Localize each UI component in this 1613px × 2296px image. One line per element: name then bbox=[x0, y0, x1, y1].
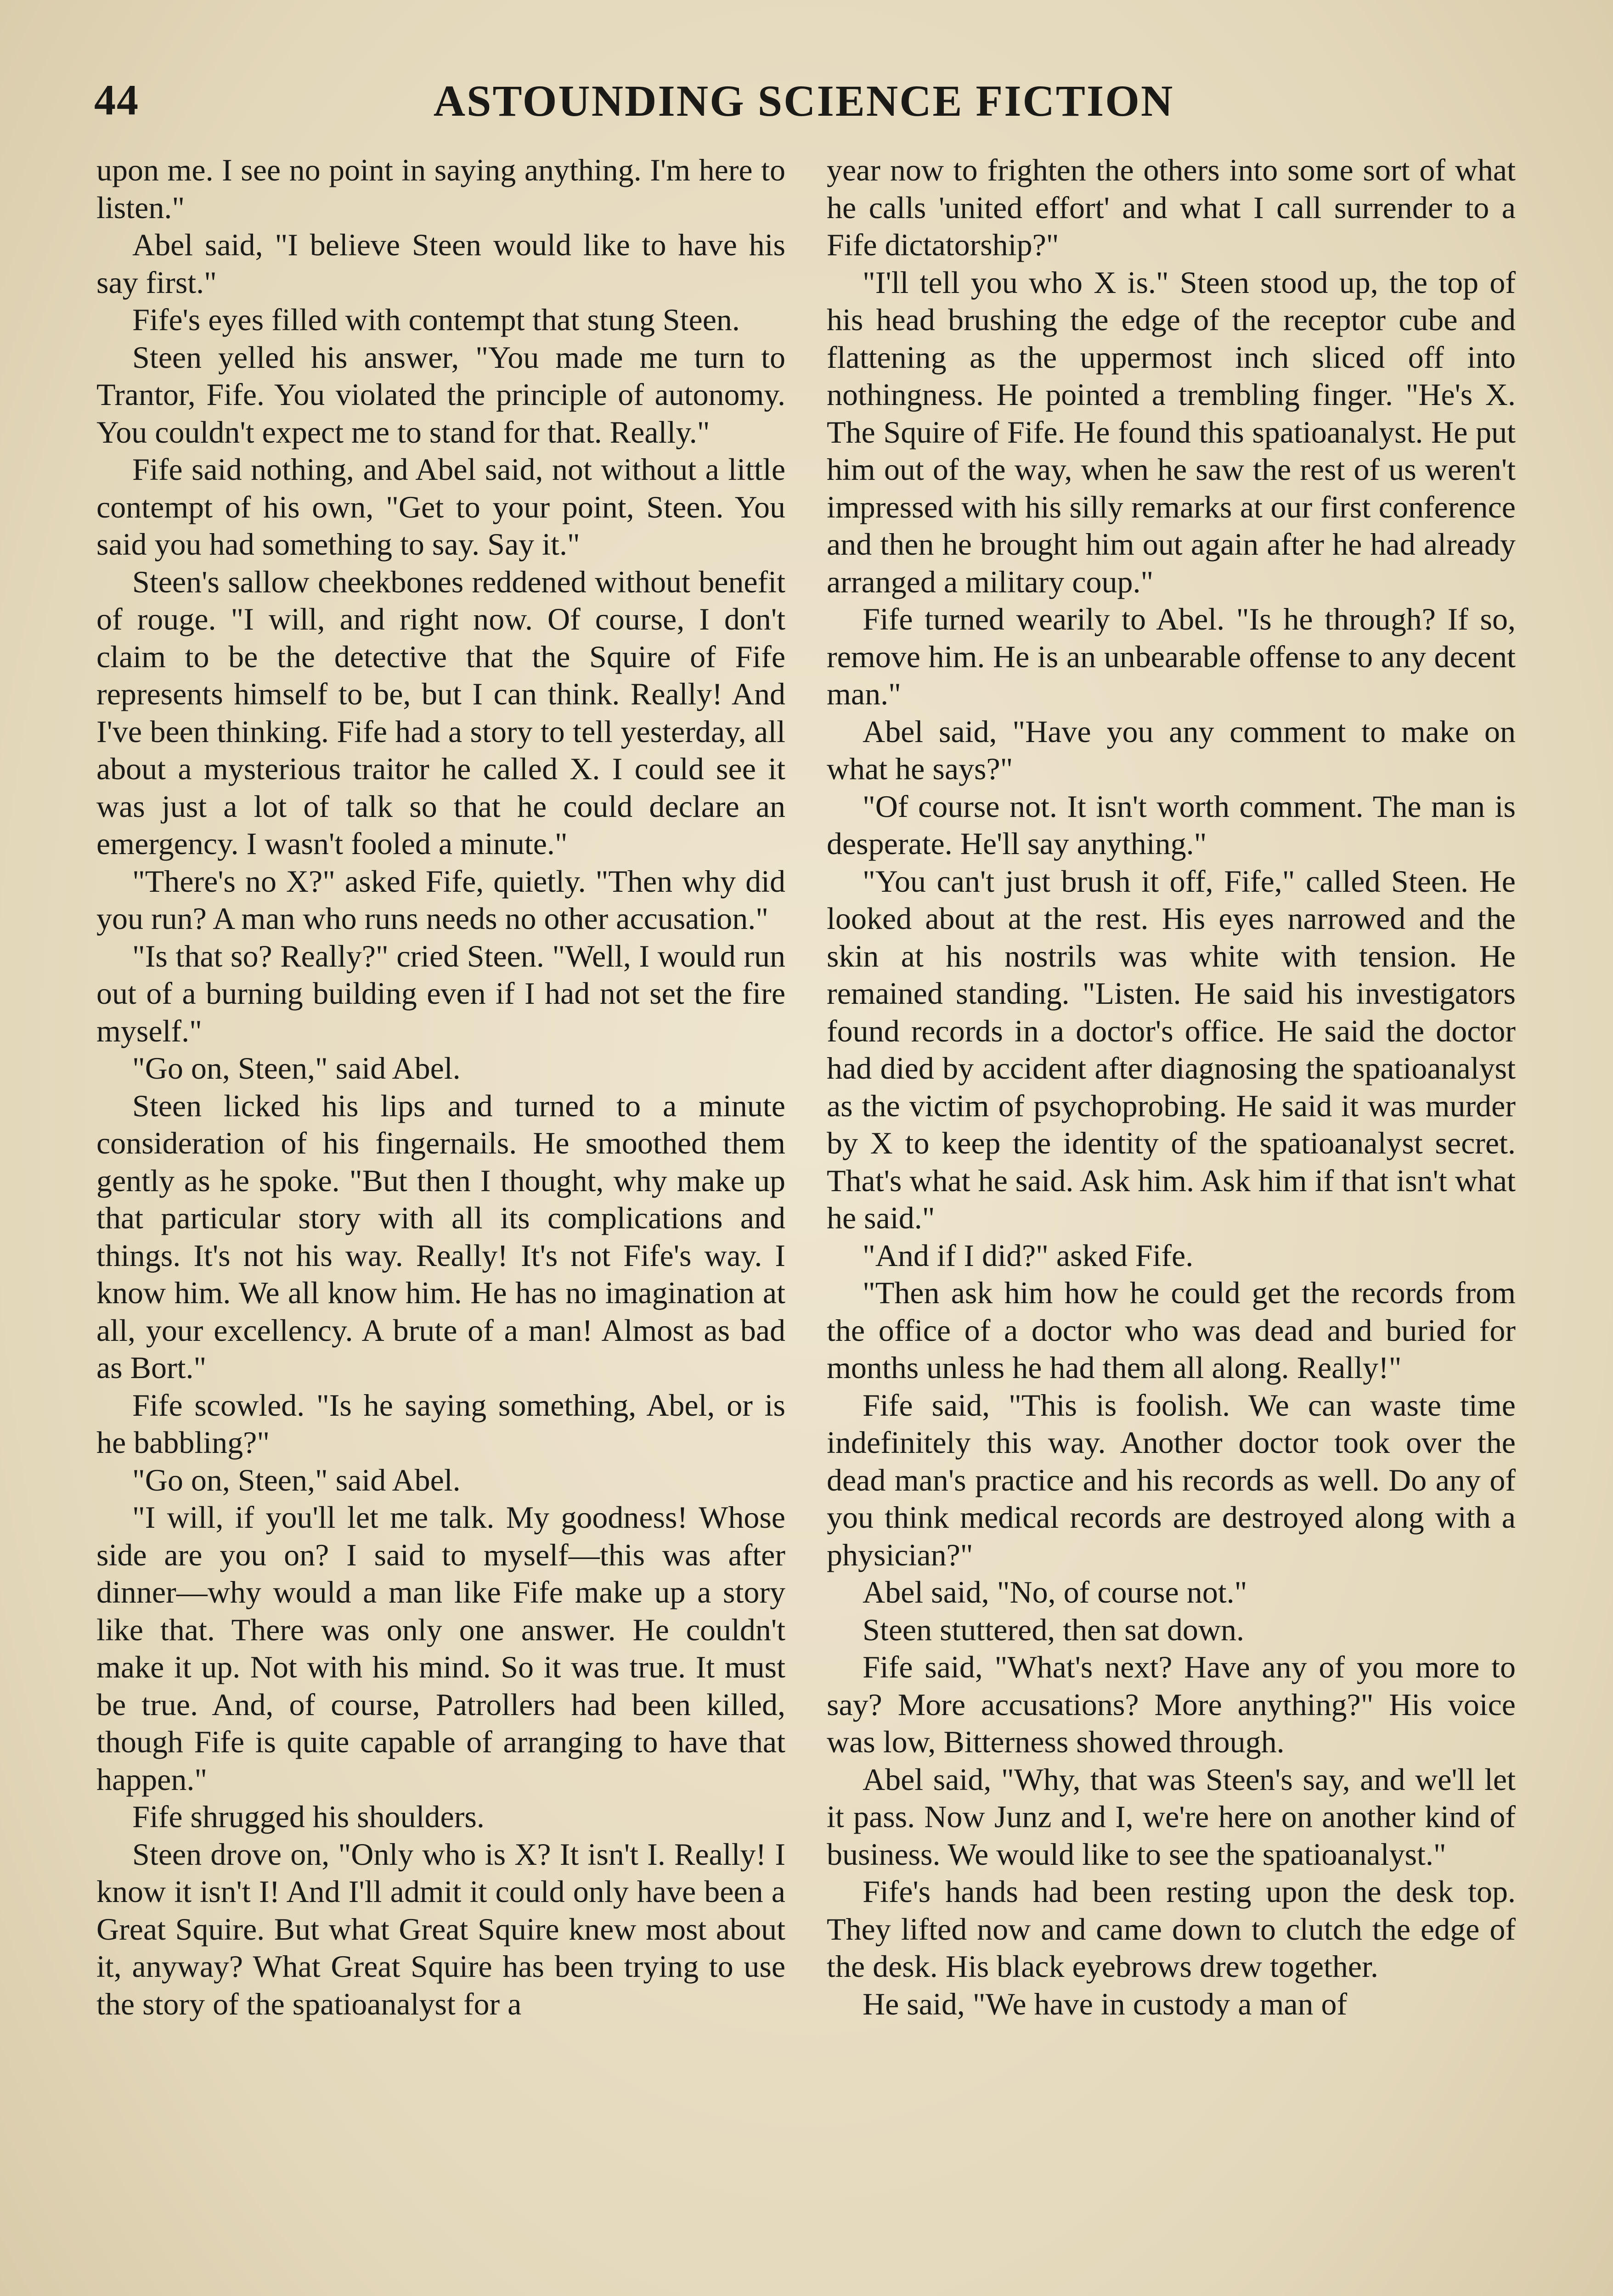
paragraph: "Is that so? Really?" cried Steen. "Well, I would run out of a burning building even if I had not set the fire myself." bbox=[96, 938, 785, 1048]
running-head-title: ASTOUNDING SCIENCE FICTION bbox=[433, 76, 1174, 125]
paragraph: Fife turned wearily to Abel. "Is he through? If so, remove him. He is an unbearable offense to any decent man." bbox=[827, 602, 1516, 711]
paragraph: Fife said nothing, and Abel said, not without a little contempt of his own, "Get to your point, Steen. You said you had something to say. Say it." bbox=[96, 452, 785, 562]
paragraph: "There's no X?" asked Fife, quietly. "Then why did you run? A man who runs needs no other accusation." bbox=[96, 863, 785, 936]
paragraph: "You can't just brush it off, Fife," called Steen. He looked about at the rest. His eyes narrowed and the skin at his nostrils was white with tension. He remained standing. "Listen. He said his investigators found records in a doctor's office. He said the doctor had died by accident after diagnosing the spatioanalyst as the victim of psychoprobing. He said it was murder by X to keep the identity of the spatioanalyst secret. That's what he said. Ask him. Ask him if that isn't what he said." bbox=[827, 863, 1516, 1235]
paragraph: "I'll tell you who X is." Steen stood up, the top of his head brushing the edge of the receptor cube and flattening as the uppermost inch sliced off into nothingness. He pointed a trembling finger. "He's X. The Squire of Fife. He found this spatioanalyst. He put him out of the way, when he saw the rest of us weren't impressed with his silly remarks at our first conference and then he brought him out again after he had already arranged a military coup." bbox=[827, 264, 1516, 599]
page-header bbox=[94, 64, 1513, 138]
paragraph: year now to frighten the others into some sort of what he calls 'united effort' and what I call surrender to a Fife dictatorship?" bbox=[827, 152, 1516, 262]
paragraph: Abel said, "I believe Steen would like to have his say first." bbox=[96, 227, 785, 300]
paragraph: Fife said, "This is foolish. We can waste time indefinitely this way. Another doctor took over the dead man's practice and his records as well. Do any of you think medical records are destroyed along with a physician?" bbox=[827, 1387, 1516, 1572]
paragraph: Fife's eyes filled with contempt that stung Steen. bbox=[132, 302, 740, 337]
paragraph: He said, "We have in custody a man of bbox=[863, 1986, 1348, 2021]
paragraph: Fife's hands had been resting upon the desk top. They lifted now and came down to clutch the edge of the desk. His black eyebrows drew together. bbox=[827, 1874, 1516, 1984]
paragraph: "Go on, Steen," said Abel. bbox=[132, 1051, 461, 1086]
paragraph: "Of course not. It isn't worth comment. The man is desperate. He'll say anything." bbox=[827, 788, 1516, 861]
paragraph: Steen yelled his answer, "You made me turn to Trantor, Fife. You violated the principle of autonomy. You couldn't expect me to stand for that. Really." bbox=[96, 339, 785, 450]
paragraph: Steen licked his lips and turned to a minute consideration of his fingernails. He smoothed them gently as he spoke. "But then I thought, why make up that particular story with all its complications and things. It's not his way. Really! It's not Fife's way. I know him. We all know him. He has no imagination at all, your excellency. A brute of a man! Almost as bad as Bort." bbox=[96, 1088, 785, 1385]
paragraph: Steen stuttered, then sat down. bbox=[863, 1612, 1244, 1647]
paragraph: Steen drove on, "Only who is X? It isn't I. Really! I know it isn't I! And I'll admit it could only have been a Great Squire. But what Great Squire knew most about it, anyway? What Great Squire has been trying to use the story of the spatioanalyst for a bbox=[96, 1836, 785, 2021]
paragraph: "And if I did?" asked Fife. bbox=[863, 1238, 1194, 1273]
paragraph: "Then ask him how he could get the records from the office of a doctor who was dead and buried for months unless he had them all along. Really!" bbox=[827, 1275, 1516, 1385]
paragraph: Steen's sallow cheekbones reddened without benefit of rouge. "I will, and right now. Of course, I don't claim to be the detective that the Squire of Fife represents himself to be, but I can think. Really! And I've been thinking. Fife had a story to tell yesterday, all about a mysterious traitor he called X. I could see it was just a lot of talk so that he could declare an emergency. I wasn't fooled a minute." bbox=[96, 564, 785, 861]
paragraph: Abel said, "Have you any comment to make on what he says?" bbox=[827, 714, 1516, 786]
paragraph: Fife said, "What's next? Have any of you more to say? More accusations? More anything?" His voice was low, Bitterness showed through. bbox=[827, 1649, 1516, 1759]
paragraph: Fife scowled. "Is he saying something, Abel, or is he babbling?" bbox=[96, 1387, 785, 1460]
paragraph: Abel said, "No, of course not." bbox=[863, 1575, 1247, 1609]
paragraph: "I will, if you'll let me talk. My goodness! Whose side are you on? I said to myself—this was after dinner—why would a man like Fife make up a story like that. There was only one answer. He couldn't make it up. Not with his mind. So it was true. It must be true. And, of course, Patrollers had been killed, though Fife is quite capable of arranging to have that happen." bbox=[96, 1500, 785, 1797]
left-text-column bbox=[96, 152, 785, 2023]
paragraph: Fife shrugged his shoulders. bbox=[132, 1799, 485, 1834]
paragraph: Abel said, "Why, that was Steen's say, and we'll let it pass. Now Junz and I, we're here on another kind of business. We would like to see the spatioanalyst." bbox=[827, 1761, 1516, 1872]
paragraph: upon me. I see no point in saying anything. I'm here to listen." bbox=[96, 152, 785, 225]
paragraph: "Go on, Steen," said Abel. bbox=[132, 1462, 461, 1497]
right-text-column bbox=[827, 152, 1516, 2023]
page-number: 44 bbox=[94, 76, 139, 124]
